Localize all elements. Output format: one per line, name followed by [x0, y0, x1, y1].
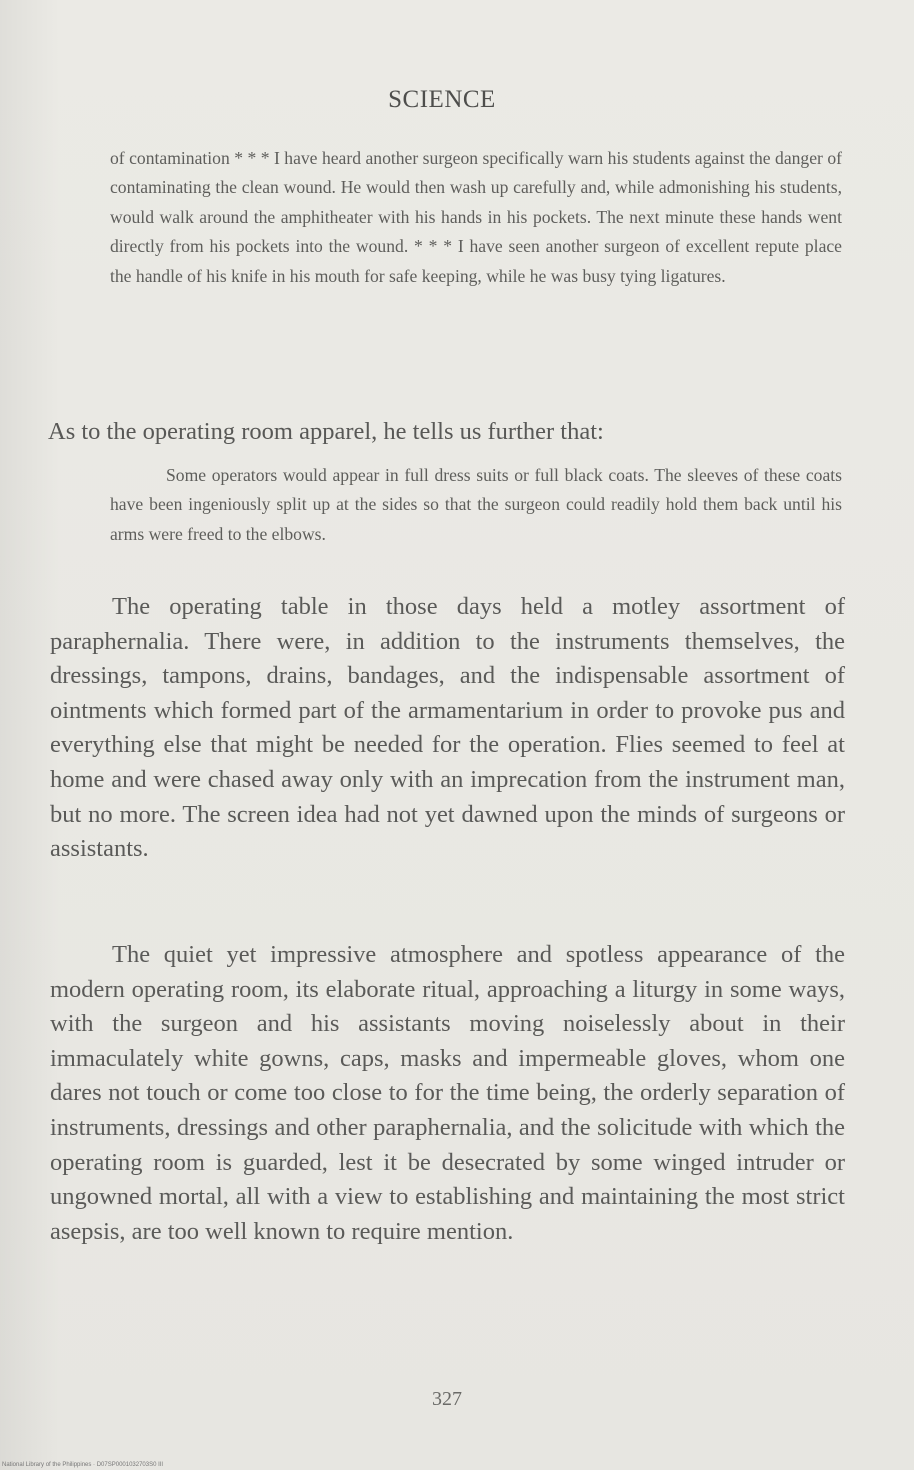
block-quote-apparel: Some operators would appear in full dress suits or full black coats. The sleeves of these coats have been ingeniously split up at the sides so that the surgeon could readily hold them back until his arms were freed to the elbows.	[110, 465, 842, 544]
scan-credit-footer: National Library of the Philippines · D07SP0001032703S0 III	[2, 1462, 164, 1468]
block-quote-contamination: of contamination * * * I have heard another surgeon specifically warn his students against the danger of contaminating the clean wound. He would then wash up carefully and, while admonishing his students, would walk around the amphitheater with his hands in his pockets. The next minute these hands went directly from his pockets into the wound. * * * I have seen another surgeon of excellent repute place the handle of his knife in his mouth for safe keeping, while he was busy tying ligatures.	[110, 148, 842, 286]
running-header: SCIENCE	[388, 86, 496, 113]
paragraph-operating-table: The operating table in those days held a motley assortment of paraphernalia. There were, in addition to the instruments themselves, the dressings, tampons, drains, bandages, and the indispensable assortment of ointments which formed part of the armamentarium in order to provoke pus and everything else that might be needed for the operation. Flies seemed to feel at home and were chased away only with an imprecation from the instrument man, but no more. The screen idea had not yet dawned upon the minds of surgeons or assistants.	[50, 593, 845, 863]
intro-line: As to the operating room apparel, he tells us further that:	[48, 418, 604, 445]
paragraph-modern-operating-room: The quiet yet impressive atmosphere and spotless appearance of the modern operating room, its elaborate ritual, approaching a liturgy in some ways, with the surgeon and his assistants moving noiselessly about in their immaculately white gowns, caps, masks and impermeable gloves, whom one dares not touch or come too close to for the time being, the orderly separation of instruments, dressings and other paraphernalia, and the solicitude with which the operating room is guarded, lest it be desecrated by some winged intruder or ungowned mortal, all with a view to establishing and maintaining the most strict asepsis, are too well known to require mention.	[50, 941, 845, 1245]
page-number: 327	[432, 1388, 462, 1410]
